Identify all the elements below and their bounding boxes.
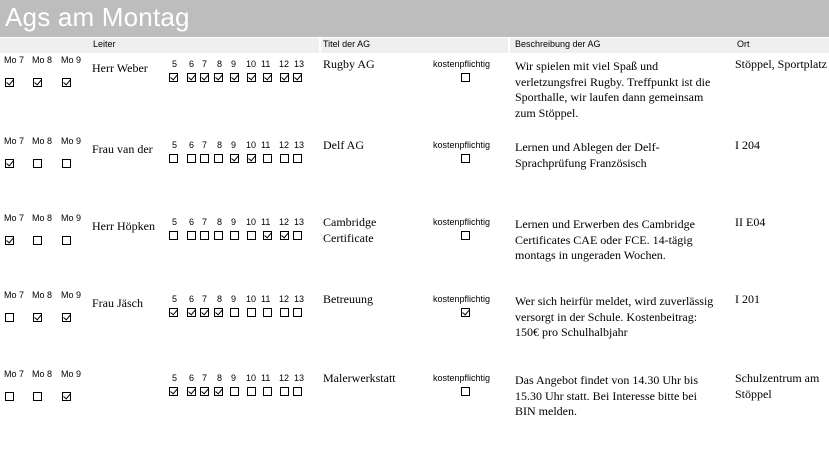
grade-label: 13 bbox=[294, 294, 305, 304]
grade-label: 7 bbox=[202, 217, 208, 227]
mo9-checkbox[interactable] bbox=[62, 313, 71, 322]
grade-label: 9 bbox=[231, 373, 237, 383]
grade-label: 7 bbox=[202, 294, 208, 304]
mo8-label: Mo 8 bbox=[32, 55, 53, 65]
grade-checkbox[interactable] bbox=[200, 154, 209, 163]
kosten-checkbox[interactable] bbox=[461, 231, 470, 240]
grade-checkbox[interactable] bbox=[187, 387, 196, 396]
grade-checkbox[interactable] bbox=[187, 231, 196, 240]
grade-label: 13 bbox=[294, 373, 305, 383]
ag-location: Stöppel, Sportplatz bbox=[735, 57, 827, 71]
grade-checkbox[interactable] bbox=[263, 308, 272, 317]
mo7-checkbox[interactable] bbox=[5, 313, 14, 322]
mo8-label: Mo 8 bbox=[32, 213, 53, 223]
grade-checkbox[interactable] bbox=[263, 231, 272, 240]
kosten-label: kostenpflichtig bbox=[433, 373, 491, 383]
mo7-label: Mo 7 bbox=[4, 136, 25, 146]
grade-checkbox[interactable] bbox=[187, 154, 196, 163]
grade-checkbox[interactable] bbox=[230, 308, 239, 317]
grade-label: 6 bbox=[189, 59, 195, 69]
mo8-label: Mo 8 bbox=[32, 290, 53, 300]
grade-label: 12 bbox=[279, 140, 290, 150]
mo9-label: Mo 9 bbox=[61, 290, 82, 300]
grade-label: 10 bbox=[246, 140, 257, 150]
grade-label: 9 bbox=[231, 140, 237, 150]
grade-label: 7 bbox=[202, 373, 208, 383]
grade-label: 5 bbox=[172, 140, 178, 150]
grade-checkbox[interactable] bbox=[169, 154, 178, 163]
grade-label: 13 bbox=[294, 217, 305, 227]
leiter-name: Frau Jäsch bbox=[92, 296, 143, 310]
ag-description: Lernen und Ablegen der Delf-Sprachprüfung Französisch bbox=[515, 140, 660, 170]
grade-checkbox[interactable] bbox=[293, 154, 302, 163]
kosten-label: kostenpflichtig bbox=[433, 59, 491, 69]
ag-title: Cambridge Certificate bbox=[323, 215, 377, 245]
mo7-label: Mo 7 bbox=[4, 213, 25, 223]
kosten-label: kostenpflichtig bbox=[433, 294, 491, 304]
grade-checkbox[interactable] bbox=[230, 387, 239, 396]
grade-checkbox[interactable] bbox=[247, 308, 256, 317]
mo9-checkbox[interactable] bbox=[62, 236, 71, 245]
grade-checkbox[interactable] bbox=[280, 73, 289, 82]
grade-label: 12 bbox=[279, 294, 290, 304]
mo9-label: Mo 9 bbox=[61, 213, 82, 223]
grade-label: 7 bbox=[202, 59, 208, 69]
grade-checkbox[interactable] bbox=[293, 308, 302, 317]
kosten-checkbox[interactable] bbox=[461, 387, 470, 396]
grade-label: 9 bbox=[231, 59, 237, 69]
ag-row bbox=[0, 290, 829, 370]
grade-label: 13 bbox=[294, 59, 305, 69]
header-leiter-label: Leiter bbox=[93, 39, 116, 49]
mo7-checkbox[interactable] bbox=[5, 78, 14, 87]
grade-label: 6 bbox=[189, 217, 195, 227]
grade-label: 9 bbox=[231, 294, 237, 304]
grade-checkbox[interactable] bbox=[200, 308, 209, 317]
grade-checkbox[interactable] bbox=[187, 73, 196, 82]
grade-checkbox[interactable] bbox=[263, 154, 272, 163]
grade-label: 8 bbox=[217, 59, 223, 69]
kosten-label: kostenpflichtig bbox=[433, 217, 491, 227]
grade-checkbox[interactable] bbox=[280, 308, 289, 317]
grade-label: 10 bbox=[246, 217, 257, 227]
grade-checkbox[interactable] bbox=[263, 73, 272, 82]
mo9-checkbox[interactable] bbox=[62, 392, 71, 401]
grade-checkbox[interactable] bbox=[230, 73, 239, 82]
ag-title: Delf AG bbox=[323, 138, 364, 152]
ag-description: Wer sich heirfür meldet, wird zuverlässig versorgt in der Schule. Kostenbeitrag: 150€ pro Schulhalbjahr bbox=[515, 294, 714, 339]
mo7-label: Mo 7 bbox=[4, 369, 25, 379]
grade-label: 10 bbox=[246, 59, 257, 69]
grade-checkbox[interactable] bbox=[214, 387, 223, 396]
grade-label: 7 bbox=[202, 140, 208, 150]
mo7-label: Mo 7 bbox=[4, 55, 25, 65]
leiter-name: Frau van der bbox=[92, 142, 153, 156]
grade-checkbox[interactable] bbox=[169, 387, 178, 396]
grade-label: 11 bbox=[261, 217, 271, 227]
grade-label: 6 bbox=[189, 294, 195, 304]
ag-description: Wir spielen mit viel Spaß und verletzungsfrei Rugby. Treffpunkt ist die Sporthalle, wir laufen dann gemeinsam zum Stöppel. bbox=[515, 59, 711, 120]
ag-description: Das Angebot findet von 14.30 Uhr bis 15.30 Uhr statt. Bei Interesse bitte bei BIN melden. bbox=[515, 373, 698, 418]
header-titel bbox=[321, 38, 508, 53]
mo8-label: Mo 8 bbox=[32, 136, 53, 146]
grade-label: 5 bbox=[172, 217, 178, 227]
grade-label: 11 bbox=[261, 294, 271, 304]
mo9-label: Mo 9 bbox=[61, 55, 82, 65]
ag-location: II E04 bbox=[735, 215, 766, 229]
header-leiter bbox=[0, 38, 319, 53]
grade-label: 10 bbox=[246, 294, 257, 304]
grade-label: 13 bbox=[294, 140, 305, 150]
ag-location: Schulzentrum am Stöppel bbox=[735, 371, 820, 401]
mo9-label: Mo 9 bbox=[61, 369, 82, 379]
grade-checkbox[interactable] bbox=[230, 231, 239, 240]
ag-row bbox=[0, 136, 829, 216]
grade-checkbox[interactable] bbox=[293, 231, 302, 240]
grade-label: 5 bbox=[172, 294, 178, 304]
ag-row bbox=[0, 213, 829, 293]
mo8-checkbox[interactable] bbox=[33, 159, 42, 168]
grade-checkbox[interactable] bbox=[214, 73, 223, 82]
mo9-label: Mo 9 bbox=[61, 136, 82, 146]
grade-label: 11 bbox=[261, 140, 271, 150]
grade-label: 12 bbox=[279, 59, 290, 69]
ag-row bbox=[0, 369, 829, 449]
grade-label: 8 bbox=[217, 373, 223, 383]
ag-description: Lernen und Erwerben des Cambridge Certificates CAE oder FCE. 14-tägig montags in ungeraden Wochen. bbox=[515, 217, 695, 262]
leiter-name: Herr Weber bbox=[92, 61, 148, 75]
mo8-label: Mo 8 bbox=[32, 369, 53, 379]
ag-title: Betreuung bbox=[323, 292, 373, 306]
grade-checkbox[interactable] bbox=[247, 231, 256, 240]
header-titel-label: Titel der AG bbox=[323, 39, 371, 49]
ag-title: Malerwerkstatt bbox=[323, 371, 396, 385]
grade-checkbox[interactable] bbox=[247, 387, 256, 396]
header-ort-label: Ort bbox=[737, 39, 750, 49]
grade-checkbox[interactable] bbox=[293, 387, 302, 396]
mo7-checkbox[interactable] bbox=[5, 392, 14, 401]
mo7-checkbox[interactable] bbox=[5, 236, 14, 245]
page-title: Ags am Montag bbox=[5, 2, 190, 32]
grade-label: 8 bbox=[217, 294, 223, 304]
header-beschreibung-label: Beschreibung der AG bbox=[515, 39, 601, 49]
grade-label: 5 bbox=[172, 373, 178, 383]
grade-checkbox[interactable] bbox=[214, 308, 223, 317]
grade-label: 6 bbox=[189, 140, 195, 150]
grade-label: 8 bbox=[217, 217, 223, 227]
grade-checkbox[interactable] bbox=[214, 231, 223, 240]
mo9-checkbox[interactable] bbox=[62, 78, 71, 87]
grade-checkbox[interactable] bbox=[200, 387, 209, 396]
grade-checkbox[interactable] bbox=[230, 154, 239, 163]
grade-checkbox[interactable] bbox=[280, 154, 289, 163]
mo7-label: Mo 7 bbox=[4, 290, 25, 300]
mo8-checkbox[interactable] bbox=[33, 78, 42, 87]
leiter-name: Herr Höpken bbox=[92, 219, 155, 233]
ag-location: I 204 bbox=[735, 138, 760, 152]
grade-label: 5 bbox=[172, 59, 178, 69]
grade-label: 6 bbox=[189, 373, 195, 383]
ag-location: I 201 bbox=[735, 292, 760, 306]
grade-checkbox[interactable] bbox=[280, 387, 289, 396]
grade-checkbox[interactable] bbox=[214, 154, 223, 163]
grade-checkbox[interactable] bbox=[187, 308, 196, 317]
grade-checkbox[interactable] bbox=[263, 387, 272, 396]
ag-title: Rugby AG bbox=[323, 57, 375, 71]
grade-checkbox[interactable] bbox=[169, 308, 178, 317]
kosten-label: kostenpflichtig bbox=[433, 140, 491, 150]
grade-label: 12 bbox=[279, 217, 290, 227]
ag-row bbox=[0, 55, 829, 135]
kosten-checkbox[interactable] bbox=[461, 308, 470, 317]
grade-checkbox[interactable] bbox=[200, 231, 209, 240]
mo8-checkbox[interactable] bbox=[33, 392, 42, 401]
mo7-checkbox[interactable] bbox=[5, 159, 14, 168]
grade-label: 11 bbox=[261, 373, 271, 383]
grade-checkbox[interactable] bbox=[169, 231, 178, 240]
header-beschreibung-ort bbox=[510, 38, 829, 53]
grade-checkbox[interactable] bbox=[293, 73, 302, 82]
grade-checkbox[interactable] bbox=[280, 231, 289, 240]
grade-checkbox[interactable] bbox=[200, 73, 209, 82]
kosten-checkbox[interactable] bbox=[461, 73, 470, 82]
mo9-checkbox[interactable] bbox=[62, 159, 71, 168]
grade-label: 10 bbox=[246, 373, 257, 383]
grade-label: 12 bbox=[279, 373, 290, 383]
grade-checkbox[interactable] bbox=[247, 73, 256, 82]
mo8-checkbox[interactable] bbox=[33, 313, 42, 322]
mo8-checkbox[interactable] bbox=[33, 236, 42, 245]
grade-label: 8 bbox=[217, 140, 223, 150]
grade-label: 11 bbox=[261, 59, 271, 69]
grade-label: 9 bbox=[231, 217, 237, 227]
kosten-checkbox[interactable] bbox=[461, 154, 470, 163]
title-bar bbox=[0, 0, 829, 37]
grade-checkbox[interactable] bbox=[247, 154, 256, 163]
grade-checkbox[interactable] bbox=[169, 73, 178, 82]
